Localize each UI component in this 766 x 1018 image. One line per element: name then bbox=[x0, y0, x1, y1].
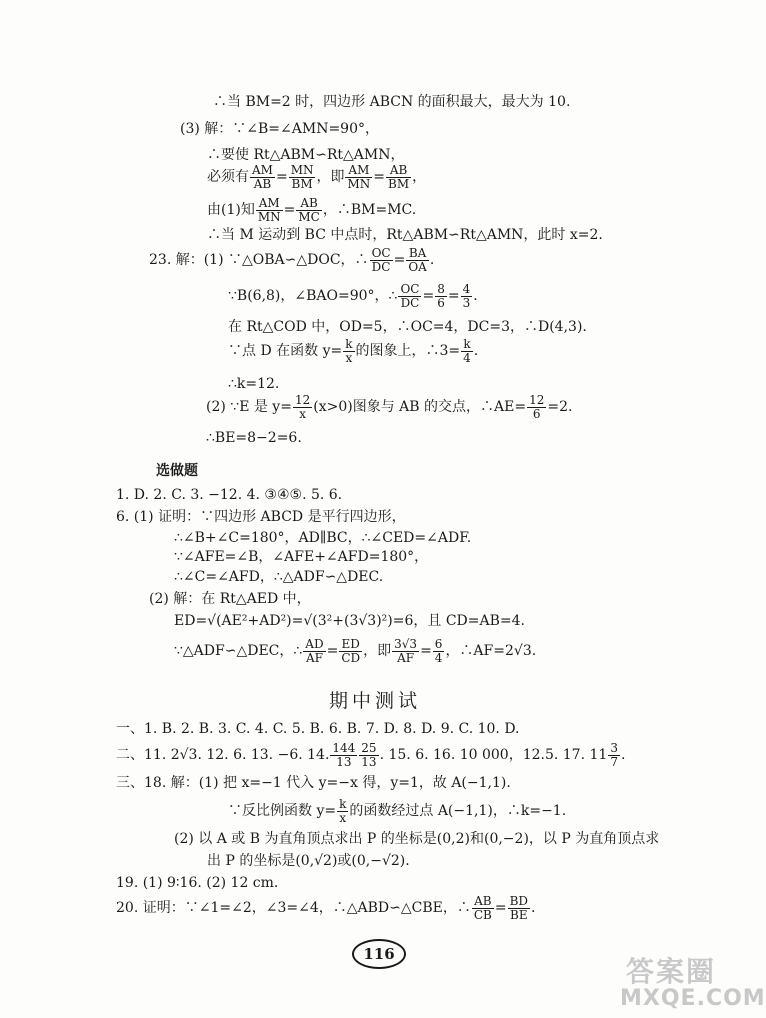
fraction-denominator: 3 bbox=[462, 295, 471, 310]
line-text: ED=√(AE²+AD²)=√(3²+(3√3)²)=6，且 CD=AB=4. bbox=[174, 613, 525, 629]
fraction-denominator: 13 bbox=[336, 754, 352, 769]
fraction bbox=[289, 164, 316, 190]
fraction bbox=[527, 394, 546, 420]
fraction-numerator: AM bbox=[256, 197, 283, 211]
fraction bbox=[343, 338, 354, 364]
text-line bbox=[207, 148, 404, 162]
line-text-segment: 必须有 bbox=[207, 169, 249, 186]
fraction-numerator: OC bbox=[400, 282, 420, 296]
line-text: 6. (1) 证明：∵四边形 ABCD 是平行四边形， bbox=[116, 509, 406, 525]
line-text-segment: (x>0)图象与 AB 的交点，∴AE= bbox=[313, 399, 527, 416]
text-line bbox=[116, 722, 520, 736]
fraction-denominator: 6 bbox=[532, 406, 541, 421]
fraction bbox=[370, 247, 393, 273]
fraction-numerator: 3 bbox=[610, 741, 618, 755]
fraction-denominator: CB bbox=[473, 907, 492, 922]
text-line bbox=[207, 228, 603, 242]
text-line bbox=[116, 895, 535, 921]
page-number: 116 bbox=[352, 939, 406, 969]
text-line bbox=[174, 614, 525, 628]
page-title: 期中测试 bbox=[328, 690, 421, 712]
line-text: ∴BE=8−2=6. bbox=[206, 430, 302, 446]
line-text-segment: 23. 解：(1) ∵△OBA∽△DOC，∴ bbox=[149, 252, 369, 269]
text-line bbox=[149, 592, 311, 606]
fraction-numerator: AB bbox=[386, 164, 411, 178]
fraction-numerator: AD bbox=[305, 637, 324, 651]
fraction-denominator: DC bbox=[400, 295, 420, 310]
fraction bbox=[359, 742, 378, 768]
fraction bbox=[608, 742, 620, 768]
line-text: (2) 解：在 Rt△AED 中， bbox=[149, 591, 311, 607]
fraction bbox=[435, 283, 447, 309]
line-text-segment: ，即 bbox=[316, 169, 345, 186]
fraction bbox=[256, 197, 283, 223]
line-text: (2) 以 A 或 B 为直角顶点求出 P 的坐标是(0,2)和(0,−2)，以 P 为直角顶点求 bbox=[174, 831, 660, 847]
line-text: 三、18. 解：(1) 把 x=−1 代入 y=−x 得，y=1，故 A(−1,1). bbox=[116, 775, 511, 791]
line-text-segment: . 15. 6. 16. 10 000，12.5. 17. 11 bbox=[379, 747, 608, 764]
line-text-segment: ， bbox=[412, 169, 427, 186]
text-line bbox=[207, 854, 410, 868]
text-line bbox=[228, 338, 478, 364]
fraction-numerator: k bbox=[345, 337, 353, 351]
line-text-segment: ，即 bbox=[363, 643, 392, 660]
line-text: 一、1. B. 2. B. 3. C. 4. C. 5. B. 6. B. 7. D. 8. D. 9. C. 10. D. bbox=[116, 721, 520, 737]
text-line bbox=[174, 638, 536, 664]
fraction bbox=[303, 638, 325, 664]
line-text-segment: 的函数经过点 A(−1,1)，∴k=−1. bbox=[349, 803, 567, 820]
line-text-segment: ，∴AF=2√3. bbox=[445, 643, 537, 660]
section-heading-optional: 选做题 bbox=[156, 463, 198, 479]
fraction-numerator: BA bbox=[406, 247, 429, 261]
fraction-denominator: x bbox=[339, 810, 347, 825]
line-text-segment: ∵反比例函数 y= bbox=[228, 803, 337, 820]
fraction-denominator: 7 bbox=[610, 754, 618, 769]
fraction-numerator: 8 bbox=[437, 282, 445, 296]
line-text-segment: ，∴BM=MC. bbox=[322, 202, 417, 219]
fraction-denominator: 13 bbox=[361, 754, 377, 769]
line-text: ∵∠AFE=∠B，∠AFE+∠AFD=180°， bbox=[174, 549, 429, 565]
text-line bbox=[228, 798, 566, 824]
line-text-segment: = bbox=[447, 288, 460, 305]
line-text-segment: = bbox=[373, 169, 386, 186]
fraction bbox=[293, 394, 312, 420]
fraction-denominator: AF bbox=[305, 650, 323, 665]
watermark-text-2: MXQE.COM bbox=[620, 986, 766, 1011]
fraction bbox=[337, 798, 348, 824]
fraction-denominator: BE bbox=[510, 907, 528, 922]
fraction-numerator: MN bbox=[290, 163, 314, 177]
fraction bbox=[392, 638, 419, 664]
fraction-numerator: OC bbox=[371, 246, 391, 260]
text-line bbox=[116, 488, 342, 502]
fraction-numerator: 4 bbox=[462, 282, 471, 296]
fraction bbox=[406, 247, 429, 273]
watermark-text-1: 答案圈 bbox=[626, 955, 717, 988]
line-text: 19. (1) 9∶16. (2) 12 cm. bbox=[116, 875, 279, 891]
fraction bbox=[345, 164, 372, 190]
text-line bbox=[228, 377, 279, 391]
text-line bbox=[174, 832, 659, 846]
fraction-numerator: 12 bbox=[294, 393, 311, 407]
fraction-numerator: BD bbox=[509, 894, 529, 908]
fraction-numerator: 144 bbox=[332, 741, 356, 755]
line-text: ∴∠B+∠C=180°，AD∥BC，∴∠CED=∠ADF. bbox=[174, 530, 472, 546]
fraction bbox=[330, 742, 357, 768]
text-line bbox=[149, 247, 434, 273]
line-text-segment: =2. bbox=[547, 399, 573, 416]
fraction-denominator: 4 bbox=[463, 350, 471, 365]
fraction bbox=[461, 283, 473, 309]
fraction bbox=[433, 638, 445, 664]
line-text: ∴k=12. bbox=[228, 376, 280, 392]
text-line bbox=[213, 95, 570, 109]
fraction-numerator: k bbox=[461, 338, 473, 352]
fraction-numerator: 6 bbox=[434, 637, 443, 651]
line-text: ∴要使 Rt△ABM∽Rt△AMN， bbox=[207, 147, 405, 163]
text-line bbox=[206, 431, 302, 445]
line-text-segment: 由(1)知 bbox=[207, 202, 255, 219]
fraction-numerator: 25 bbox=[361, 741, 377, 755]
fraction bbox=[250, 164, 275, 190]
fraction-numerator: AB bbox=[296, 197, 321, 211]
fraction-denominator: MN bbox=[257, 209, 281, 224]
fraction bbox=[398, 283, 421, 309]
line-text-segment: . bbox=[531, 900, 536, 917]
line-text-segment: . bbox=[429, 252, 435, 269]
fraction bbox=[472, 895, 494, 921]
line-text-segment: ∵B(6,8)，∠BAO=90°，∴ bbox=[228, 288, 398, 305]
fraction-denominator: MC bbox=[298, 209, 320, 224]
text-line bbox=[116, 510, 406, 524]
line-text: 出 P 的坐标是(0,√2)或(0,−√2). bbox=[207, 853, 410, 869]
line-text-segment: ∵△ADF∽△DEC，∴ bbox=[174, 643, 303, 660]
watermark-logo bbox=[618, 950, 766, 1012]
fraction-denominator: MN bbox=[347, 176, 371, 191]
fraction-denominator: DC bbox=[371, 259, 391, 274]
text-line bbox=[174, 550, 428, 564]
text-line bbox=[206, 394, 572, 420]
text-line bbox=[207, 164, 426, 190]
fraction-denominator: AB bbox=[253, 176, 272, 191]
fraction-denominator: CD bbox=[341, 650, 361, 665]
line-text-segment: = bbox=[393, 252, 406, 269]
line-text-segment: (2) ∵E 是 y= bbox=[206, 399, 292, 416]
text-line bbox=[116, 876, 278, 890]
fraction-denominator: BM bbox=[388, 176, 410, 191]
fraction bbox=[508, 895, 530, 921]
text-line bbox=[207, 197, 416, 223]
fraction-denominator: BM bbox=[291, 176, 313, 191]
fraction-denominator: 6 bbox=[437, 295, 445, 310]
line-text-segment: = bbox=[420, 643, 432, 660]
fraction bbox=[296, 197, 321, 223]
line-text-segment: . bbox=[473, 288, 478, 305]
fraction bbox=[339, 638, 362, 664]
line-text-segment: 20. 证明：∵∠1=∠2，∠3=∠4，∴△ABD∽△CBE，∴ bbox=[116, 900, 471, 917]
fraction-numerator: 12 bbox=[529, 393, 545, 407]
line-text-segment: 的图象上，∴3= bbox=[355, 343, 461, 360]
text-line bbox=[174, 531, 471, 545]
fraction-numerator: k bbox=[339, 797, 347, 811]
fraction-denominator: x bbox=[345, 350, 353, 365]
text-line bbox=[116, 742, 625, 768]
fraction-numerator: ED bbox=[339, 638, 362, 652]
line-text-segment: = bbox=[494, 900, 507, 917]
fraction-numerator: 3√3 bbox=[394, 637, 418, 651]
line-text: (3) 解：∵∠B=∠AMN=90°， bbox=[180, 121, 380, 137]
line-text-segment: = bbox=[326, 643, 339, 660]
line-text: ∴当 M 运动到 BC 中点时，Rt△ABM∽Rt△AMN，此时 x=2. bbox=[207, 227, 603, 243]
line-text-segment: . bbox=[620, 747, 626, 764]
fraction-denominator: x bbox=[299, 406, 306, 421]
fraction-numerator: AB bbox=[472, 895, 494, 909]
text-line bbox=[228, 283, 478, 309]
fraction-denominator: OA bbox=[408, 259, 427, 274]
fraction-numerator: AM bbox=[252, 163, 273, 177]
line-text: ∴当 BM=2 时，四边形 ABCN 的面积最大，最大为 10. bbox=[213, 94, 571, 110]
text-line bbox=[228, 320, 587, 334]
line-text-segment: = bbox=[275, 169, 288, 186]
fraction bbox=[386, 164, 411, 190]
line-text-segment: 二、11. 2√3. 12. 6. 13. −6. 14. bbox=[116, 747, 330, 764]
text-line bbox=[116, 776, 511, 790]
line-text-segment: ∵点 D 在函数 y= bbox=[228, 343, 343, 360]
line-text: 在 Rt△COD 中，OD=5，∴OC=4，DC=3，∴D(4,3). bbox=[228, 319, 587, 335]
line-text-segment: = bbox=[283, 202, 296, 219]
fraction-numerator: AM bbox=[345, 164, 372, 178]
line-text-segment: = bbox=[422, 288, 435, 305]
line-text: 1. D. 2. C. 3. −12. 4. ③④⑤. 5. 6. bbox=[116, 487, 343, 503]
fraction-denominator: AF bbox=[397, 650, 415, 665]
line-text: ∴∠C=∠AFD，∴△ADF∽△DEC. bbox=[174, 569, 384, 585]
text-line bbox=[174, 570, 383, 584]
fraction bbox=[461, 338, 473, 364]
line-text-segment: . bbox=[473, 343, 479, 360]
fraction-denominator: 4 bbox=[434, 650, 443, 665]
text-line bbox=[180, 122, 379, 136]
